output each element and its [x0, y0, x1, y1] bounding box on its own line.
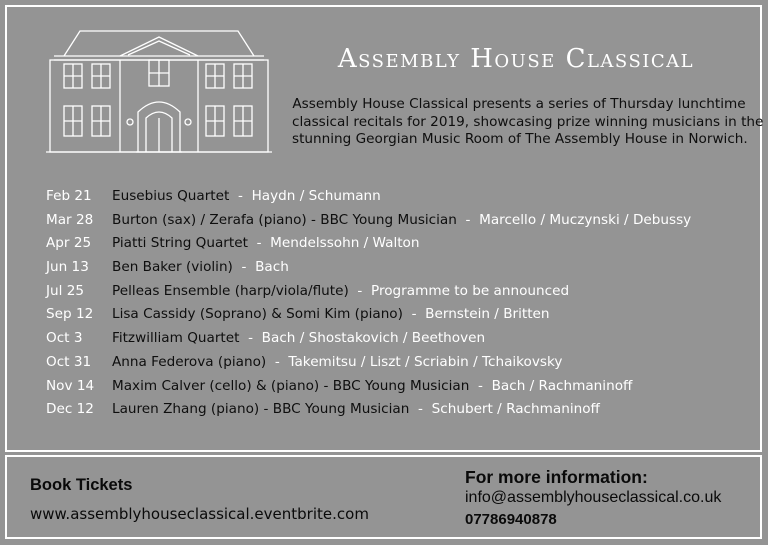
event-programme: Marcello / Muczynski / Debussy: [479, 211, 692, 228]
event-date: Sep 12: [46, 306, 94, 323]
event-row: [46, 351, 746, 375]
event-separator: -: [465, 211, 471, 228]
contact-phone: 07786940878: [465, 511, 557, 528]
intro-line: classical recitals for 2019, showcasing prize winning musicians in the: [292, 113, 764, 130]
intro-line: stunning Georgian Music Room of The Assembly House in Norwich.: [292, 131, 748, 147]
event-row: [46, 280, 746, 304]
footer-panel: [5, 455, 762, 539]
event-date: Dec 12: [46, 401, 94, 418]
event-date: Apr 25: [46, 235, 92, 252]
event-date: Oct 31: [46, 353, 92, 370]
book-tickets-heading: Book Tickets: [30, 476, 133, 494]
event-performer: Piatti String Quartet: [112, 235, 248, 252]
event-separator: -: [357, 282, 363, 299]
event-separator: -: [241, 259, 247, 276]
event-programme: Bach / Rachmaninoff: [491, 377, 633, 394]
event-row: [46, 256, 746, 280]
event-date: Mar 28: [46, 211, 94, 228]
event-performer: Eusebius Quartet: [112, 188, 230, 204]
event-programme: Programme to be announced: [370, 282, 570, 299]
intro-text: [292, 96, 764, 149]
event-separator: -: [418, 401, 423, 418]
event-row: [46, 398, 746, 422]
event-date: Feb 21: [46, 188, 92, 204]
event-programme: Mendelssohn / Walton: [270, 235, 420, 252]
event-programme: Bach: [255, 259, 289, 276]
event-performer: Burton (sax) / Zerafa (piano) - BBC Young Musician: [112, 211, 457, 228]
event-row: [46, 303, 746, 327]
event-separator: -: [238, 188, 243, 204]
event-programme: Schubert / Rachmaninoff: [431, 401, 600, 418]
event-separator: -: [274, 353, 280, 370]
event-separator: -: [478, 377, 483, 394]
event-programme: Bernstein / Britten: [425, 306, 550, 323]
event-date: Jun 13: [46, 259, 89, 276]
event-programme: Bach / Shostakovich / Beethoven: [261, 330, 486, 347]
event-programme: Haydn / Schumann: [251, 188, 381, 204]
event-row: [46, 209, 746, 233]
intro-line: Assembly House Classical presents a series of Thursday lunchtime: [292, 96, 746, 112]
event-list: [46, 185, 746, 422]
booking-link[interactable]: www.assemblyhouseclassical.eventbrite.com: [30, 505, 369, 523]
event-programme: Takemitsu / Liszt / Scriabin / Tchaikovsky: [288, 353, 563, 370]
event-date: Jul 25: [46, 282, 85, 299]
event-row: [46, 327, 746, 351]
event-performer: Maxim Calver (cello) & (piano) - BBC Young Musician: [112, 377, 470, 394]
more-info-heading: For more information:: [465, 467, 648, 487]
event-performer: Lisa Cassidy (Soprano) & Somi Kim (piano): [112, 306, 403, 323]
event-row: [46, 232, 746, 256]
event-separator: -: [411, 306, 417, 323]
event-row: [46, 375, 746, 399]
event-separator: -: [248, 330, 254, 347]
event-row: [46, 185, 746, 209]
event-performer: Anna Federova (piano): [112, 353, 267, 370]
contact-email-link[interactable]: info@assemblyhouseclassical.co.uk: [465, 489, 722, 506]
event-performer: Pelleas Ensemble (harp/viola/flute): [112, 282, 349, 299]
event-performer: Ben Baker (violin): [112, 259, 233, 276]
page-title: Assembly House Classical: [337, 44, 695, 74]
event-performer: Fitzwilliam Quartet: [112, 330, 240, 347]
event-performer: Lauren Zhang (piano) - BBC Young Musician: [112, 401, 410, 418]
event-separator: -: [256, 235, 262, 252]
event-date: Nov 14: [46, 377, 95, 394]
event-date: Oct 3: [46, 330, 83, 347]
assembly-house-building-icon: [46, 26, 272, 156]
